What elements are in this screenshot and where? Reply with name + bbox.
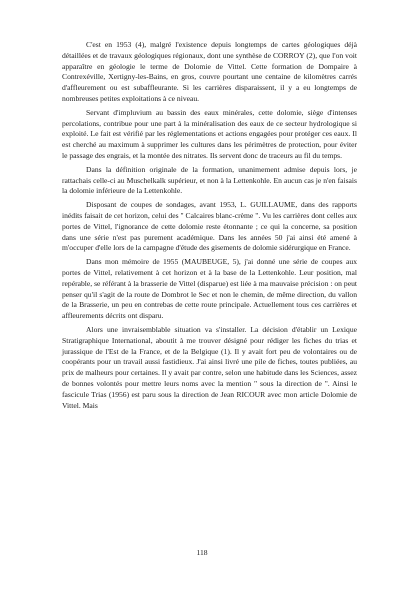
- page-number: 118: [196, 548, 208, 557]
- paragraph-2: Servant d'impluvium au bassin des eaux minérales, cette dolomie, siège d'intenses percolations, contribue pour une part à la minéralisation des eaux de ce secteur hydrologique si exploité. Le fait est vérifié par les réglementations et actions engagées pour protéger ces eaux. Il est cherché au maximum à supprimer les cultures dans les périmètres de protection, pour éviter le passage des engrais, et la montée des nitrates. Ils servent donc de traceurs au fil du temps.: [62, 107, 357, 160]
- paragraph-1: C'est en 1953 (4), malgré l'existence depuis longtemps de cartes géologiques déjà détaillées et de travaux géologiques régionaux, dont une synthèse de CORROY (2), que l'on voit apparaître en géologie le terme de Dolomie de Vittel. Cette formation de Dompaire à Contrexéville, Xertigny-les-Bains, en gros, couvre pourtant une centaine de kilomètres carrés d'affleurement ou est subaffleurante. Si les carrières disparaissent, il y a eu longtemps de nombreuses petites exploitations à ce niveau.: [62, 40, 357, 103]
- paragraph-3: Dans la définition originale de la formation, unanimement admise depuis lors, je rattachais celle-ci au Muschelkalk supérieur, et non à la Lettenkohle. En aucun cas je n'en faisais la dolomie inférieure de la Lettenkohle.: [62, 164, 357, 196]
- paragraph-5: Dans mon mémoire de 1955 (MAUBEUGE, 5), j'ai donné une série de coupes aux portes de Vittel, relativement à cet horizon et à la base de la Lettenkohle. Leur position, mal repérable, se référant à la brasserie de Vittel (disparue) est liée à ma mauvaise précision : on peut penser qu'il s'agit de la route de Dombrot le Sec et non le chemin, de même direction, du vallon de la Brasserie, un peu en contrebas de cette route principale. Actuellement tous ces carrières et affleurements décrits ont disparu.: [62, 257, 357, 321]
- paragraph-4: Disposant de coupes de sondages, avant 1953, L. GUILLAUME, dans des rapports inédits faisait de cet horizon, celui des " Calcaires blanc-crème ". Vu les carrières dont celles aux portes de Vittel, l'ignorance de cette dolomie reste étonnante ; ce qui la concerne, sa position dans une série n'est pas purement académique. Dans les années 50 j'ai ainsi été amené à m'occuper d'elle lors de la campagne d'étude des gisements de dolomie sidérurgique en France.: [62, 200, 357, 253]
- body-text: [62, 40, 357, 411]
- paragraph-6: Alors une invraisemblable situation va s'installer. La décision d'établir un Lexique Stratigraphique International, aboutit à me trouver désigné pour rédiger les fiches du trias et jurassique de l'Est de la France, et de la Belgique (1). Il y avait fort peu de volontaires ou de coopérants pour un travail aussi fastidieux. J'ai ainsi livré une pile de fiches, toutes publiées, au prix de malheurs pour certaines. Il y avait par contre, selon une habitude dans les Sciences, assez de bonnes volontés pour mettre leurs noms avec la mention " sous la direction de ". Ainsi le fascicule Trias (1956) est paru sous la direction de Jean RICOUR avec mon article Dolomie de Vittel. Mais: [62, 324, 357, 410]
